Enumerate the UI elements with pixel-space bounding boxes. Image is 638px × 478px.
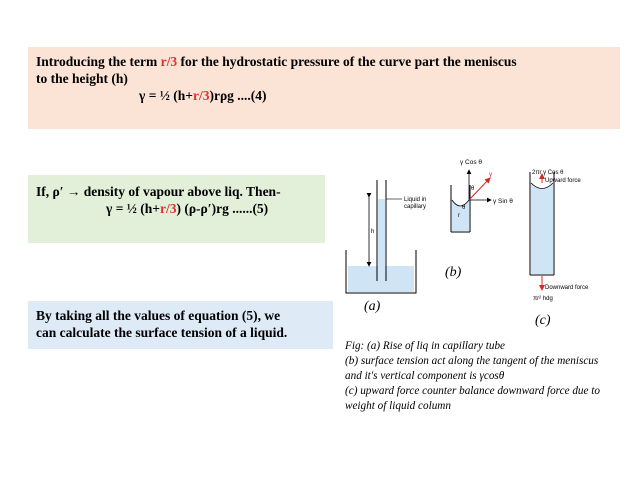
equation-4: γ = ½ (h+r/3)rρg ....(4) [139,88,267,103]
intro-line-2: to the height (h) [36,71,128,86]
conclusion-line-2: can calculate the surface tension of a liquid. [36,325,288,340]
figure-b-meniscus-forces [451,159,513,232]
equation-5: γ = ½ (h+r/3) (ρ-ρ′)rg ......(5) [106,201,269,216]
theta-label-1: θ [471,186,475,192]
figure-label-a: (a) [364,299,381,314]
caption-line-5: weight of liquid column [345,400,451,412]
height-label: h [371,229,375,235]
upward-force-formula: 2πr γ Cos θ [532,170,564,176]
capillary-liquid [378,199,385,281]
caption-line-1: Fig: (a) Rise of liq in capillary tube [345,340,506,352]
figure-caption [345,339,637,414]
intro-line-1: Introducing the term r/3 for the hydrostatic pressure of the curve part the meniscus [36,54,517,69]
caption-line-3: and it's vertical component is γcosθ [345,370,505,382]
theta-label-2: θ [462,205,466,211]
cos-label: γ Cos θ [460,159,483,166]
caption-line-4: (c) upward force counter balance downward force due to [345,385,600,397]
caption-line-2: (b) surface tension act along the tangent of the meniscus [345,355,599,367]
tube-c-liquid [531,183,553,274]
upward-force-label: Upward force [545,178,581,184]
liquid-label-2: capillary [404,204,427,210]
vapour-line-1: If, ρ′ → density of vapour above liq. Then- [36,184,281,199]
radius-label: r [458,213,460,219]
gamma-label: γ [489,171,493,178]
downward-force-label: Downward force [545,285,589,291]
conclusion-line-1: By taking all the values of equation (5), we [36,308,281,323]
sin-label: γ Sin θ [493,198,513,205]
figure-c-force-balance [530,170,589,302]
figure-a-capillary-rise [346,180,426,293]
figure-label-c: (c) [535,313,551,328]
figure-label-b: (b) [445,265,462,280]
downward-force-formula: πr² hdg [533,296,553,302]
liquid-label-1: Liquid in [404,197,427,203]
